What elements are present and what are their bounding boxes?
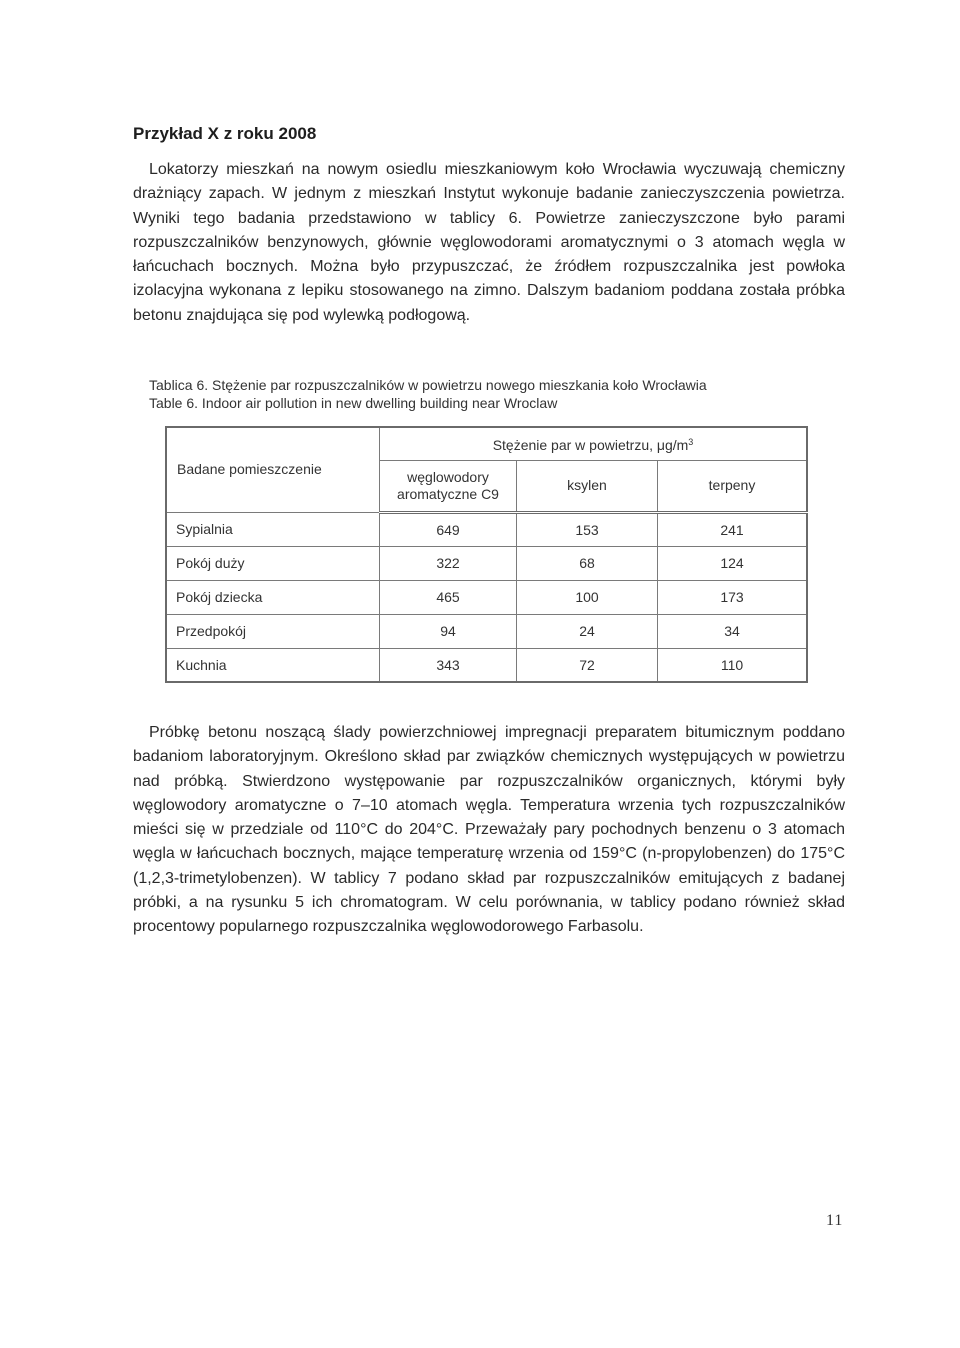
table-row xyxy=(166,580,807,614)
cell-room: Kuchnia xyxy=(166,648,380,682)
page-number: 11 xyxy=(826,1212,844,1229)
table-header-row xyxy=(166,427,807,460)
unit-superscript: 3 xyxy=(688,436,694,447)
header-terpene: terpeny xyxy=(658,460,808,512)
cell-terpene: 34 xyxy=(658,614,808,648)
header-concentration: Stężenie par w powietrzu, $\mu g/m^3$ xyxy=(380,427,808,460)
cell-aromatic: 465 xyxy=(380,580,517,614)
cell-room: Pokój duży xyxy=(166,546,380,580)
cell-xylene: 153 xyxy=(517,512,658,546)
cell-terpene: 110 xyxy=(658,648,808,682)
table-row xyxy=(166,614,807,648)
table-caption-english: Table 6. Indoor air pollution in new dwelling building near Wroclaw xyxy=(149,395,558,411)
cell-terpene: 124 xyxy=(658,546,808,580)
intro-paragraph: Lokatorzy mieszkań na nowym osiedlu mieszkaniowym koło Wrocławia wyczuwają chemiczny drażniący zapach. W jednym z mieszkań Instytut wykonuje badanie zanieczyszczenia powietrza. Wyniki tego badania przedstawiono w tablicy 6. Powietrze zanieczyszczone było parami rozpuszczalników benzynowych, głównie węglowodorami aromatycznymi o 3 atomach węgla w łańcuchach bocznych. Można było przypuszczać, że źródłem rozpuszczalnika jest powłoka izolacyjna wykonana z lepiku stosowanego na zimno. Dalszym badaniom poddana została próbka betonu znajdująca się pod wylewką podłogową. xyxy=(133,161,845,324)
cell-xylene: 24 xyxy=(517,614,658,648)
cell-aromatic: 649 xyxy=(380,512,517,546)
cell-xylene: 68 xyxy=(517,546,658,580)
pollution-table xyxy=(165,426,808,683)
cell-xylene: 100 xyxy=(517,580,658,614)
results-paragraph: Próbkę betonu noszącą ślady powierzchniowej impregnacji preparatem bitumicznym poddano badaniom laboratoryjnym. Określono skład par związków chemicznych występujących w powietrzu nad próbką. Stwierdzono występowanie par rozpuszczalników organicznych, którymi były węglowodory aromatyczne o 7–10 atomach węgla. Temperatura wrzenia tych rozpuszczalników mieści się w przedziale od 110°C do 204°C. Przeważały pary pochodnych benzenu o 3 atomach węgla w łańcuchach bocznych, mające temperaturę wrzenia od 159°C (n-propylobenzen) do 175°C (1,2,3-trimetylobenzen). W tablicy 7 podano skład par rozpuszczalników emitujących z badanej próbki, a na rysunku 5 ich chromatogram. W celu porównania, w tablicy podano również skład procentowy popularnego rozpuszczalnika węglowodorowego Farbasolu. xyxy=(133,724,845,936)
cell-terpene: 241 xyxy=(658,512,808,546)
cell-room: Pokój dziecka xyxy=(166,580,380,614)
header-xylene: ksylen xyxy=(517,460,658,512)
cell-room: Sypialnia xyxy=(166,512,380,546)
cell-terpene: 173 xyxy=(658,580,808,614)
header-aromatic: węglowodory aromatyczne C9 xyxy=(380,460,517,512)
cell-room: Przedpokój xyxy=(166,614,380,648)
cell-aromatic: 94 xyxy=(380,614,517,648)
table-caption-polish: Tablica 6. Stężenie par rozpuszczalników w powietrzu nowego mieszkania koło Wrocławia xyxy=(149,377,707,393)
cell-aromatic: 343 xyxy=(380,648,517,682)
cell-xylene: 72 xyxy=(517,648,658,682)
table-row xyxy=(166,648,807,682)
table-row xyxy=(166,546,807,580)
table-row xyxy=(166,512,807,546)
section-heading: Przykład X z roku 2008 xyxy=(133,124,317,143)
cell-aromatic: 322 xyxy=(380,546,517,580)
header-room: Badane pomieszczenie xyxy=(166,427,380,512)
